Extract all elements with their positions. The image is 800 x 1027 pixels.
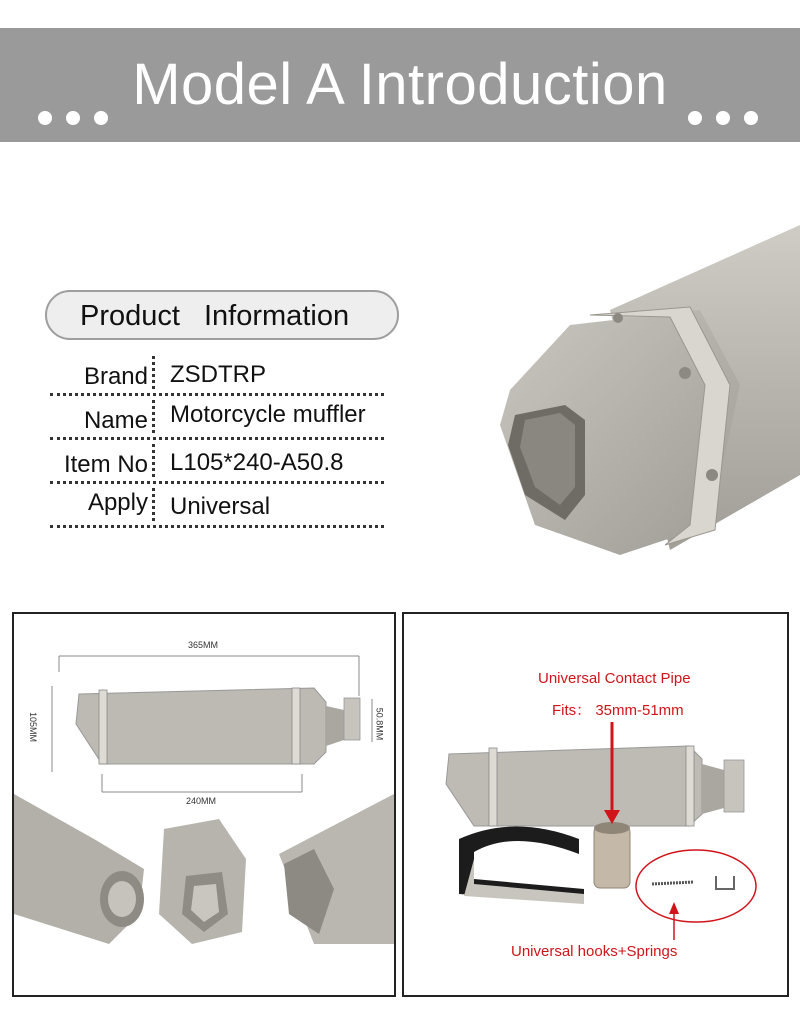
info-key: Name: [83, 407, 148, 434]
info-value: Motorcycle muffler: [170, 401, 366, 428]
info-value: L105*240-A50.8: [170, 449, 344, 476]
product-info-heading: Product Information: [45, 290, 399, 340]
info-separator: [152, 488, 155, 521]
info-row-brand: [50, 352, 384, 396]
contact-pipe-title: Universal Contact Pipe: [538, 670, 691, 687]
info-separator: [152, 356, 155, 389]
muffler-hero-image: [490, 225, 800, 565]
info-key: Item No: [63, 451, 148, 478]
info-value: Universal: [170, 493, 271, 520]
length-label: 365MM: [188, 640, 219, 650]
banner-title: Model A Introduction: [132, 52, 668, 117]
title-banner: [0, 28, 800, 142]
info-key: Brand: [83, 363, 148, 390]
info-key: Apply: [87, 489, 148, 516]
height-label: 105MM: [28, 711, 39, 743]
info-separator: [152, 400, 155, 433]
contact-pipe-fits: Fits： 35mm-51mm: [552, 702, 684, 719]
outlet-label: 50.8MM: [374, 707, 385, 741]
body-length-label: 240MM: [186, 796, 217, 806]
info-value: ZSDTRP: [170, 361, 266, 388]
hooks-springs-label: Universal hooks+Springs: [511, 943, 678, 960]
banner-dots-right: [688, 111, 772, 130]
info-row-apply: [50, 484, 384, 528]
accessories-panel: [402, 612, 789, 997]
info-row-name: [50, 396, 384, 440]
info-row-item-no: [50, 440, 384, 484]
dimensions-panel: [12, 612, 396, 997]
info-separator: [152, 444, 155, 477]
